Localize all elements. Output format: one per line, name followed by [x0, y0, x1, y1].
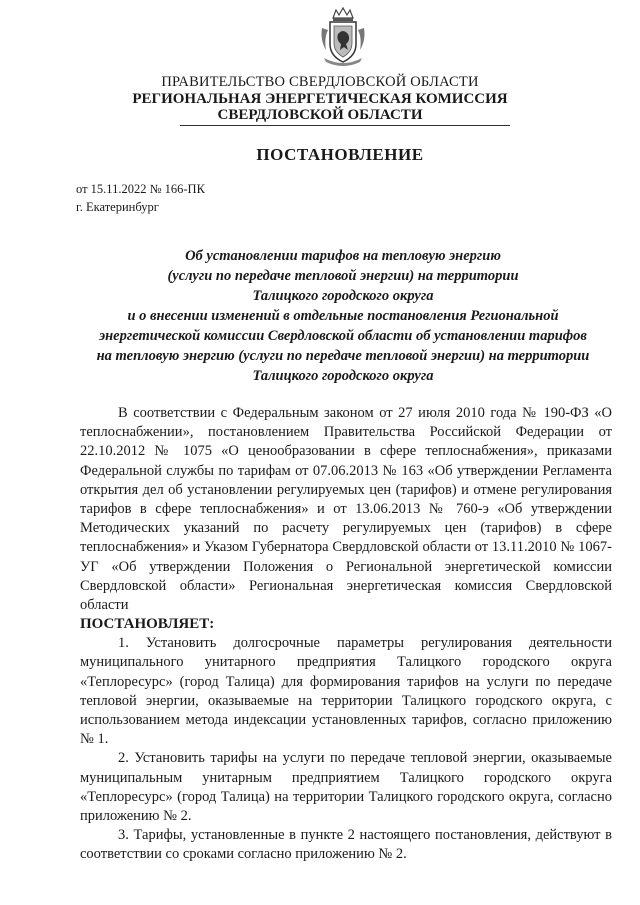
resolves-heading: ПОСТАНОВЛЯЕТ:: [80, 616, 215, 633]
resolution-item: 2. Установить тарифы на услуги по передаче тепловой энергии, оказываемые муниципальным унитарным предприятием Талицкого городского округа «Теплоресурс» (город Талица) на территории Талицкого городского округа, согласно приложению № 2.: [80, 750, 612, 825]
resolution-item: 3. Тарифы, установленные в пункте 2 настоящего постановления, действуют в соответствии со сроками согласно приложению № 2.: [80, 827, 612, 863]
preamble-paragraph: В соответствии с Федеральным законом от 27 июля 2010 года № 190-ФЗ «О теплоснабжении», постановлением Правительства Российской Федерации от 22.10.2012 № 1075 «О ценообразовании в сфере теплоснабжения», приказами Федеральной службы по тарифам от 07.06.2013 № 163 «Об утверждении Регламента открытия дел об установлении регулируемых цен (тарифов) и отмене регулирования тарифов в сфере теплоснабжения» и от 13.06.2013 № 760-э «Об утверждении Методических указаний по расчету регулируемых цен (тарифов) в сфере теплоснабжения» и Указом Губернатора Свердловской области от 13.11.2010 № 1067-УГ «Об утверждении Положения о Региональной энергетической комиссии Свердловской области» Региональная энергетическая комиссия Свердловской области: [80, 405, 612, 614]
resolution-item: 1. Установить долгосрочные параметры регулирования деятельности муниципального унитарного предприятия Талицкого городского округа «Теплоресурс» (город Талица) для формирования тарифов на услуги по передаче тепловой энергии, оказываемые на территории Талицкого городского округа, с использованием метода индексации установленных тарифов, согласно приложению № 1.: [80, 635, 612, 748]
subject-line: Талицкого городского округа: [252, 288, 434, 304]
subject-line: Талицкого городского округа: [252, 368, 434, 384]
document-date-number: от 15.11.2022 № 166-ПК: [76, 182, 205, 196]
subject-line: энергетической комиссии Свердловской области об установлении тарифов: [99, 328, 587, 344]
document-body: [80, 404, 612, 865]
commission-name-line1: РЕГИОНАЛЬНАЯ ЭНЕРГЕТИЧЕСКАЯ КОМИССИЯ: [132, 91, 508, 107]
government-name: ПРАВИТЕЛЬСТВО СВЕРДЛОВСКОЙ ОБЛАСТИ: [161, 74, 479, 90]
subject-line: на тепловую энергию (услуги по передаче тепловой энергии) на территории: [96, 348, 590, 364]
subject-line: Об установлении тарифов на тепловую энергию: [185, 248, 501, 264]
subject-line: и о внесении изменений в отдельные постановления Региональной: [127, 308, 559, 324]
header-divider: [180, 125, 510, 126]
document-city: г. Екатеринбург: [76, 200, 159, 214]
document-subject: [70, 246, 616, 386]
coat-of-arms-emblem: [318, 6, 368, 68]
document-type-title: ПОСТАНОВЛЕНИЕ: [256, 145, 424, 164]
commission-name-line2: СВЕРДЛОВСКОЙ ОБЛАСТИ: [217, 107, 423, 123]
subject-line: (услуги по передаче тепловой энергии) на территории: [167, 268, 519, 284]
